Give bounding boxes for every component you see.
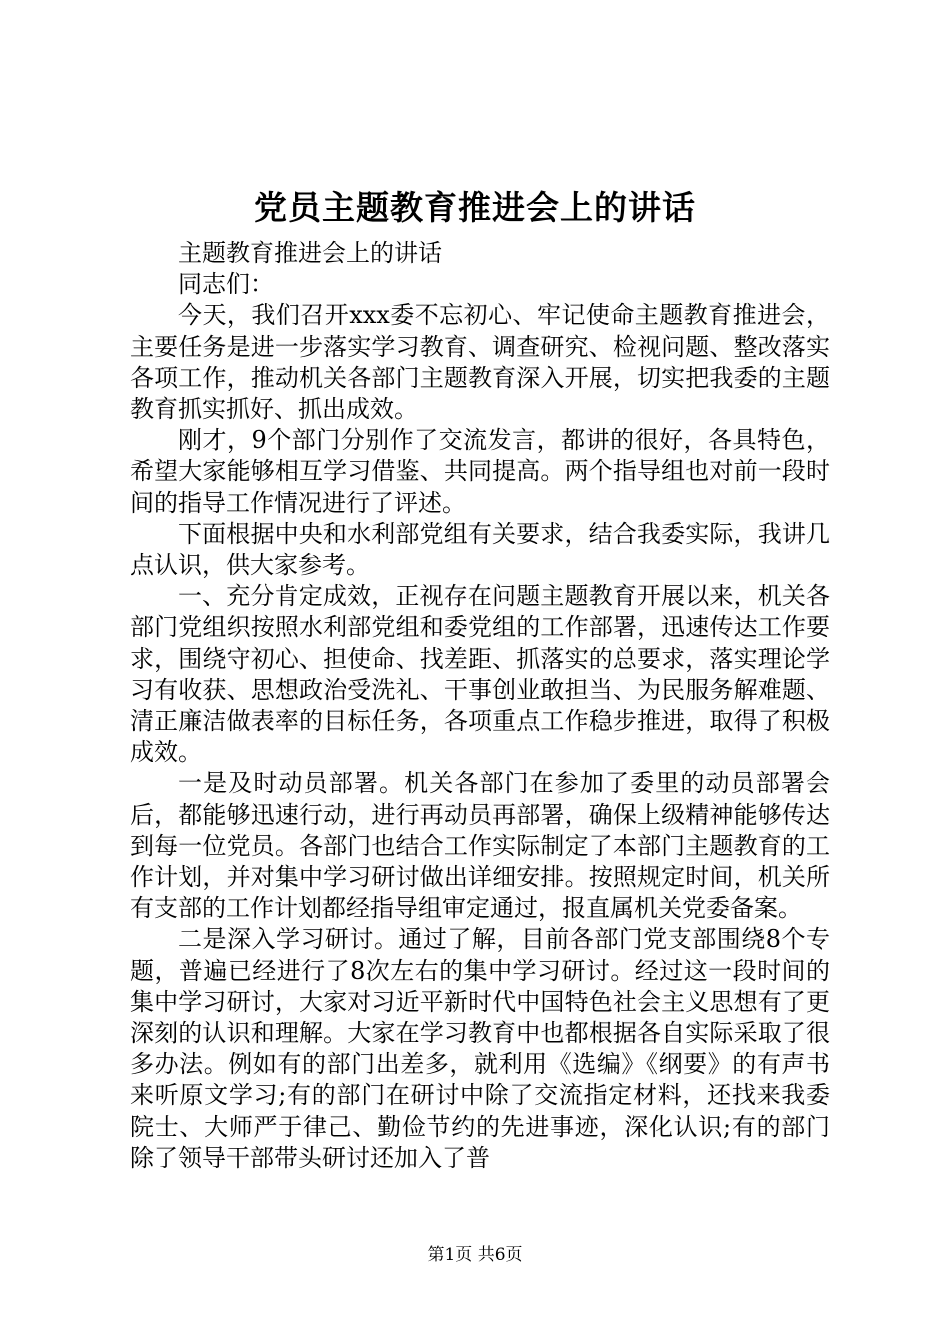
paragraph-subtitle: 主题教育推进会上的讲话 (178, 239, 442, 267)
paragraph-intro: 下面根据中央和水利部党组有关要求，结合我委实际，我讲几点认识，供大家参考。 (130, 519, 830, 580)
page-number: 第1页 共6页 (427, 1245, 523, 1265)
paragraph-exchange: 刚才，9个部门分别作了交流发言，都讲的很好，各具特色，希望大家能够相互学习借鉴、共同提高。两个指导组也对前一段时间的指导工作情况进行了评述。 (130, 426, 830, 517)
paragraph-opening: 今天，我们召开xxx委不忘初心、牢记使命主题教育推进会，主要任务是进一步落实学习教育、调查研究、检视问题、整改落实各项工作，推动机关各部门主题教育深入开展，切实把我委的主题教育抓实抓好、抓出成效。 (130, 301, 830, 424)
paragraph-section-one: 一、充分肯定成效，正视存在问题主题教育开展以来，机关各部门党组织按照水利部党组和委党组的工作部署，迅速传达工作要求，围绕守初心、担使命、找差距、抓落实的总要求，落实理论学习有收获、思想政治受洗礼、干事创业敢担当、为民服务解难题、清正廉洁做表率的目标任务，各项重点工作稳步推进，取得了积极成效。 (130, 582, 830, 767)
document-title: 党员主题教育推进会上的讲话 (254, 188, 696, 227)
paragraph-salutation: 同志们： (178, 270, 274, 299)
document-body (130, 238, 830, 1174)
paragraph-point-two: 二是深入学习研讨。通过了解，目前各部门党支部围绕8个专题，普遍已经进行了8次左右的集中学习研讨。经过这一段时间的集中学习研讨，大家对习近平新时代中国特色社会主义思想有了更深刻的认识和理解。大家在学习教育中也都根据各自实际采取了很多办法。例如有的部门出差多，就利用《选编》《纲要》的有声书来听原文学习;有的部门在研讨中除了交流指定材料，还找来我委院士、大师严于律己、勤俭节约的先进事迹，深化认识;有的部门除了领导干部带头研讨还加入了普 (130, 925, 830, 1172)
paragraph-point-one: 一是及时动员部署。机关各部门在参加了委里的动员部署会后，都能够迅速行动，进行再动员再部署，确保上级精神能够传达到每一位党员。各部门也结合工作实际制定了本部门主题教育的工作计划，并对集中学习研讨做出详细安排。按照规定时间，机关所有支部的工作计划都经指导组审定通过，报直属机关党委备案。 (130, 769, 830, 923)
